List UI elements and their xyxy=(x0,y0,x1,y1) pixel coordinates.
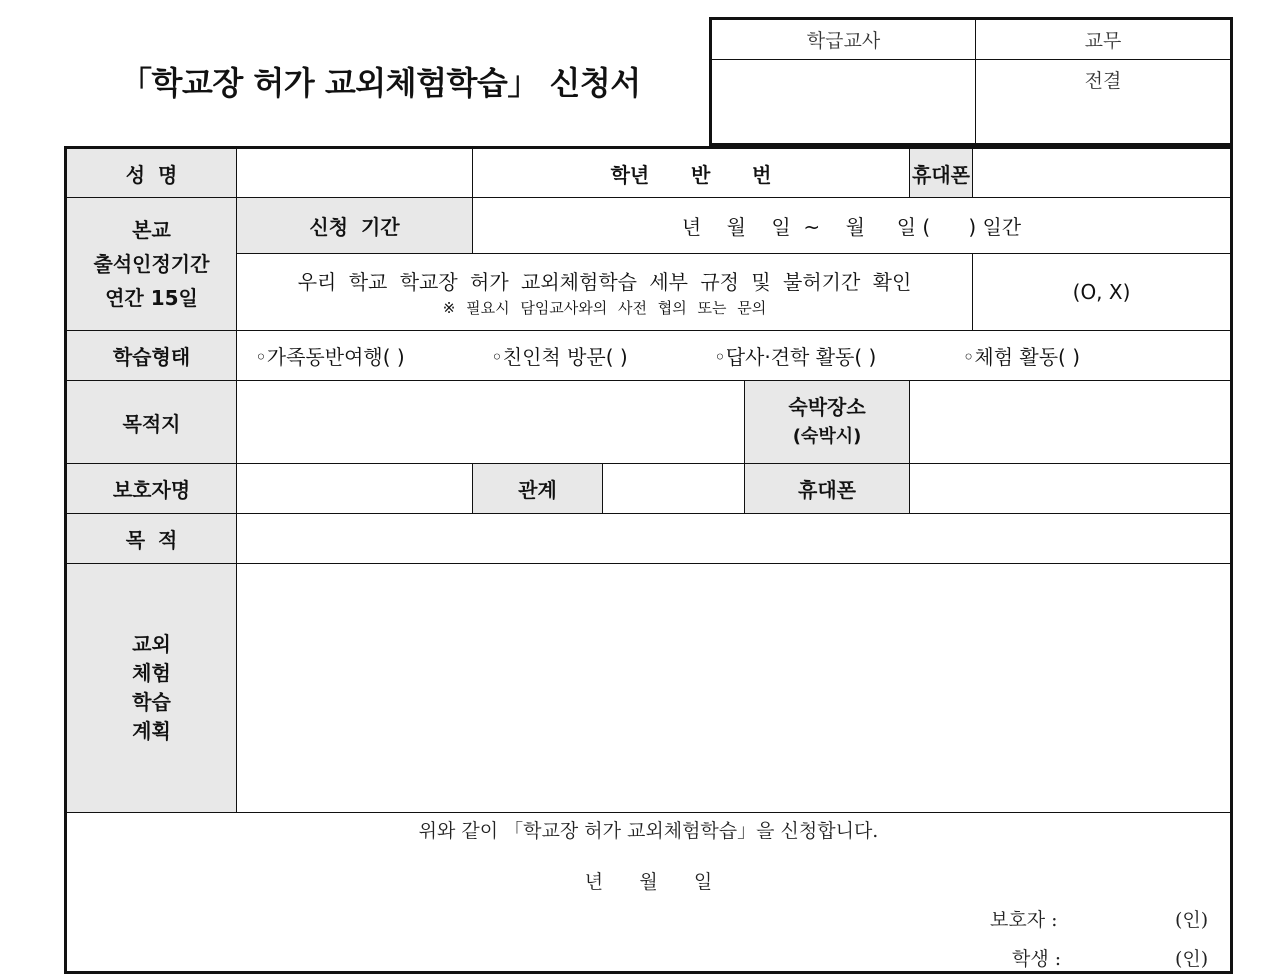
grade-class-number-field[interactable]: 학년 반 번 xyxy=(473,148,910,198)
declaration-date[interactable]: 년 월 일 xyxy=(584,871,713,893)
page-title: 「학교장 허가 교외체험학습」 신청서 xyxy=(120,64,641,102)
student-phone-input[interactable] xyxy=(973,148,1232,198)
approval-box xyxy=(709,17,1233,146)
plan-input[interactable] xyxy=(237,564,1232,813)
lodging-input[interactable] xyxy=(910,381,1232,464)
rule-confirm-ox[interactable]: (O, X) xyxy=(973,254,1232,331)
approval-office-header: 교무 xyxy=(976,19,1232,60)
learning-type-options xyxy=(237,331,1232,381)
purpose-input[interactable] xyxy=(237,514,1232,564)
learning-type-label: 학습형태 xyxy=(66,331,237,381)
declaration-area xyxy=(66,813,1232,973)
relation-label: 관계 xyxy=(473,464,603,514)
approval-teacher-signature xyxy=(711,60,976,145)
name-input[interactable] xyxy=(237,148,473,198)
destination-label: 목적지 xyxy=(66,381,237,464)
name-label: 성 명 xyxy=(66,148,237,198)
destination-input[interactable] xyxy=(237,381,745,464)
guardian-phone-label: 휴대폰 xyxy=(745,464,910,514)
rule-confirm-note: ※ 필요시 담임교사와의 사전 협의 또는 문의 xyxy=(442,299,767,317)
guardian-sign-label: 보호자 : xyxy=(990,909,1058,931)
guardian-phone-input[interactable] xyxy=(910,464,1232,514)
approval-teacher-header: 학급교사 xyxy=(711,19,976,60)
period-label: 신청 기간 xyxy=(237,198,473,254)
guardian-name-input[interactable] xyxy=(237,464,473,514)
attendance-label: 본교 출석인정기간 연간 15일 xyxy=(66,198,237,331)
plan-label: 교외 체험 학습 계획 xyxy=(66,564,237,813)
lodging-label-cell xyxy=(745,381,910,464)
guardian-name-label: 보호자명 xyxy=(66,464,237,514)
declaration-statement: 위와 같이 「학교장 허가 교외체험학습」을 신청합니다. xyxy=(418,820,879,842)
option-family-trip[interactable]: ◦가족동반여행( ) xyxy=(255,345,405,369)
period-input[interactable]: 년 월 일 ~ 월 일 ( ) 일간 xyxy=(473,198,1232,254)
option-relative-visit[interactable]: ◦친인척 방문( ) xyxy=(490,345,628,369)
relation-input[interactable] xyxy=(603,464,745,514)
rule-confirm-cell xyxy=(237,254,973,331)
student-sign-label: 학생 : xyxy=(1012,948,1062,970)
lodging-note: (숙박시) xyxy=(792,426,862,447)
student-phone-label: 휴대폰 xyxy=(910,148,973,198)
student-seal[interactable]: (인) xyxy=(1175,948,1209,970)
rule-confirm-text: 우리 학교 학교장 허가 교외체험학습 세부 규정 및 불허기간 확인 xyxy=(297,270,912,294)
application-form-table xyxy=(64,146,1233,974)
option-field-trip[interactable]: ◦답사·견학 활동( ) xyxy=(713,345,877,369)
lodging-label: 숙박장소 xyxy=(788,395,866,419)
option-experience[interactable]: ◦체험 활동( ) xyxy=(962,345,1081,369)
purpose-label: 목 적 xyxy=(66,514,237,564)
approval-office-signature: 전결 xyxy=(976,60,1232,145)
guardian-seal[interactable]: (인) xyxy=(1175,909,1209,931)
